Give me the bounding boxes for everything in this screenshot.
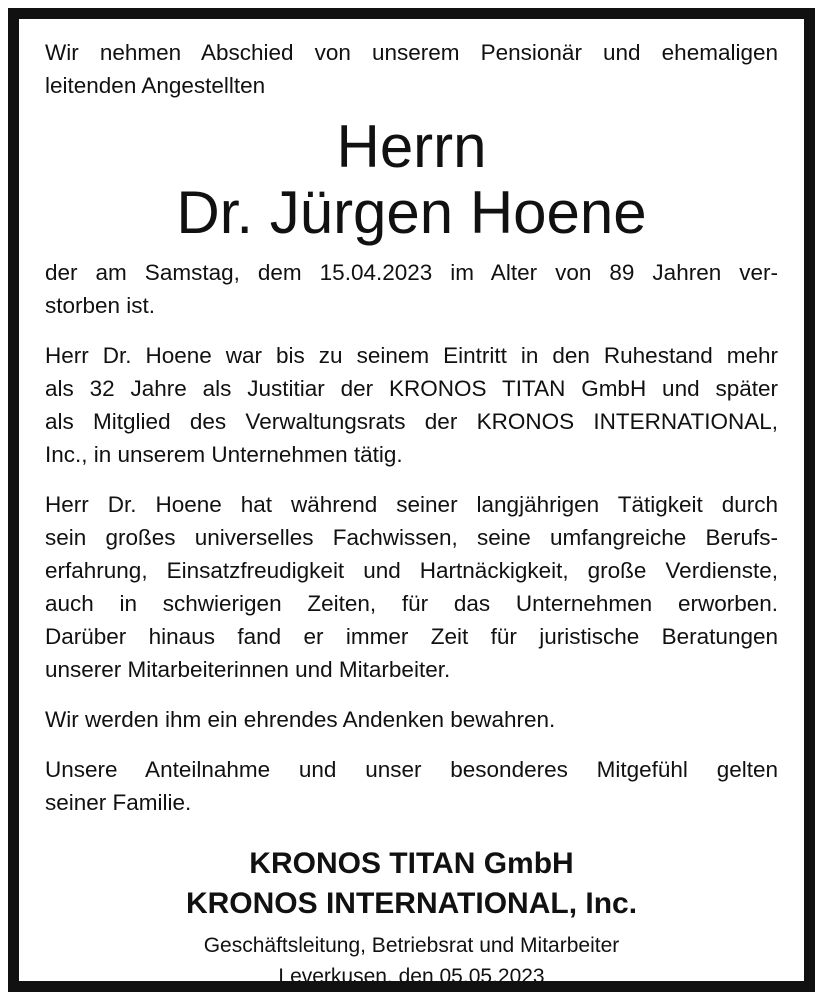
- text-line: Darüber hinaus fand er immer Zeit für juristische Beratungen: [45, 624, 778, 649]
- text-line: leitenden Angestellten: [45, 73, 266, 98]
- text-line: storben ist.: [45, 293, 156, 318]
- signatories: Geschäftsleitung, Betriebsrat und Mitarbeiter: [203, 934, 620, 957]
- text-line: Herr Dr. Hoene war bis zu seinem Eintritt in den Ruhestand mehr: [45, 343, 778, 368]
- deceased-name: [45, 114, 778, 246]
- obituary-notice: [45, 36, 778, 992]
- text-line: Wir nehmen Abschied von unserem Pensionär und ehemaligen: [45, 40, 778, 65]
- text-line: seiner Familie.: [45, 790, 192, 815]
- company-name: KRONOS TITAN GmbH: [249, 847, 574, 880]
- place-date: Leverkusen, den 05.05.2023: [278, 965, 545, 988]
- text-line: Wir werden ihm ein ehrendes Andenken bewahren.: [45, 707, 556, 732]
- text-line: Herr Dr. Hoene hat während seiner langjährigen Tätigkeit durch: [45, 492, 778, 517]
- text-line: Unsere Anteilnahme und unser besonderes Mitgefühl gelten: [45, 757, 778, 782]
- text-line: unserer Mitarbeiterinnen und Mitarbeiter.: [45, 657, 451, 682]
- signoff-block: [45, 930, 778, 992]
- paragraph-remembrance: [45, 703, 778, 736]
- paragraph-career: [45, 339, 778, 471]
- paragraph-death: [45, 256, 778, 322]
- company-name: KRONOS INTERNATIONAL, Inc.: [185, 887, 638, 920]
- company-block: [45, 844, 778, 924]
- full-name: Dr. Jürgen Hoene: [176, 179, 647, 246]
- honorific: Herrn: [336, 113, 487, 180]
- text-line: erfahrung, Einsatzfreudigkeit und Hartnäckigkeit, große Verdienste,: [45, 558, 778, 583]
- paragraph-merits: [45, 488, 778, 686]
- text-line: sein großes universelles Fachwissen, seine umfangreiche Berufs-: [45, 525, 778, 550]
- text-line: auch in schwierigen Zeiten, für das Unternehmen erworben.: [45, 591, 778, 616]
- text-line: Inc., in unserem Unternehmen tätig.: [45, 442, 403, 467]
- text-line: der am Samstag, dem 15.04.2023 im Alter von 89 Jahren ver-: [45, 260, 778, 285]
- intro-text: [45, 36, 778, 102]
- text-line: als Mitglied des Verwaltungsrats der KRONOS INTERNATIONAL,: [45, 409, 778, 434]
- text-line: als 32 Jahre als Justitiar der KRONOS TITAN GmbH und später: [45, 376, 778, 401]
- paragraph-condolence: [45, 753, 778, 819]
